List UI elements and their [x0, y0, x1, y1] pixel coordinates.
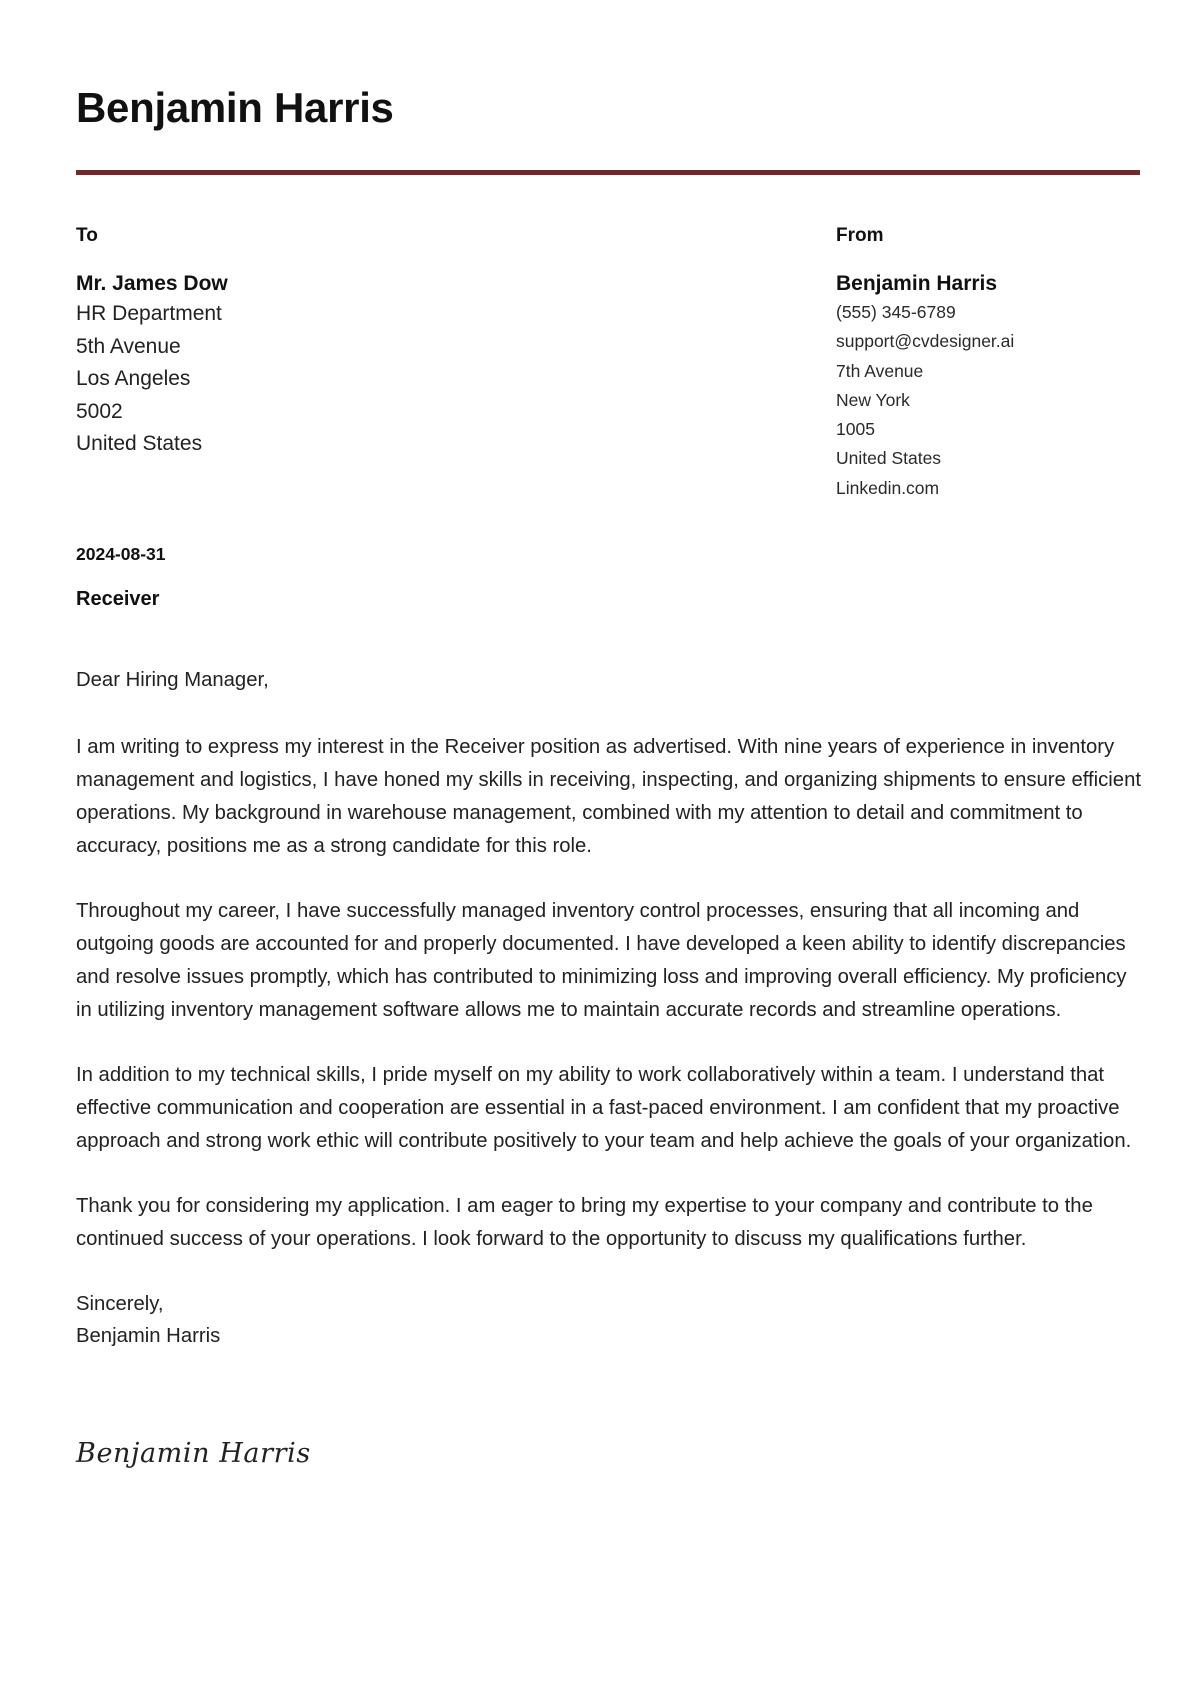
sender-linkedin: Linkedin.com: [836, 477, 940, 498]
applicant-name-heading: Benjamin Harris: [76, 84, 394, 131]
sender-phone: (555) 345-6789: [836, 302, 956, 322]
sender-country: United States: [836, 448, 942, 469]
sender-zip: 1005: [836, 419, 875, 440]
sender-block: [836, 224, 1136, 503]
body-paragraph: I am writing to express my interest in the Receiver position as advertised. With nine years of experience in inventory management and logistics, I have honed my skills in receiving, inspecting, and organizing shipments to ensure efficient operations. My background in warehouse management, combined with my attention to detail and commitment to accuracy, positions me as a strong candidate for this role.: [76, 736, 1141, 857]
recipient-zip: 5002: [76, 399, 123, 423]
recipient-department: HR Department: [76, 302, 222, 325]
position-title: Receiver: [76, 588, 160, 610]
cover-letter-page: [76, 0, 1140, 1684]
body-paragraph: Throughout my career, I have successfully managed inventory control processes, ensuring that all incoming and outgoing goods are accounted for and properly documented. I have developed a keen ability to identify discrepancies and resolve issues promptly, which has contributed to minimizing loss and improving overall efficiency. My proficiency in utilizing inventory management software allows me to maintain accurate records and streamline operations.: [76, 900, 1127, 1021]
recipient-label: To: [76, 225, 98, 246]
closing-phrase: Sincerely,: [76, 1293, 164, 1315]
sender-name: Benjamin Harris: [836, 272, 998, 295]
recipient-street: 5th Avenue: [76, 334, 181, 358]
letter-body: [76, 664, 1146, 1352]
handwritten-signature: Benjamin Harris: [76, 1438, 311, 1469]
recipient-name: Mr. James Dow: [76, 272, 228, 295]
greeting: Dear Hiring Manager,: [76, 669, 269, 691]
recipient-country: United States: [76, 432, 203, 455]
closing-name: Benjamin Harris: [76, 1325, 221, 1347]
letter-date: 2024-08-31: [76, 544, 166, 564]
body-paragraph: Thank you for considering my application. I am eager to bring my expertise to your company and contribute to the continued success of your operations. I look forward to the opportunity to discuss my qualifications further.: [76, 1195, 1093, 1250]
header-divider: [76, 170, 1140, 175]
closing-block: [76, 1288, 1146, 1352]
sender-label: From: [836, 225, 884, 246]
recipient-city: Los Angeles: [76, 367, 191, 390]
sender-city: New York: [836, 389, 910, 410]
body-paragraph: In addition to my technical skills, I pride myself on my ability to work collaboratively within a team. I understand that effective communication and cooperation are essential in a fast-paced environment. I am confident that my proactive approach and strong work ethic will contribute positively to your team and help achieve the goals of your organization.: [76, 1064, 1132, 1152]
sender-street: 7th Avenue: [836, 360, 924, 381]
sender-email: support@cvdesigner.ai: [836, 331, 1015, 352]
recipient-block: [76, 224, 676, 461]
